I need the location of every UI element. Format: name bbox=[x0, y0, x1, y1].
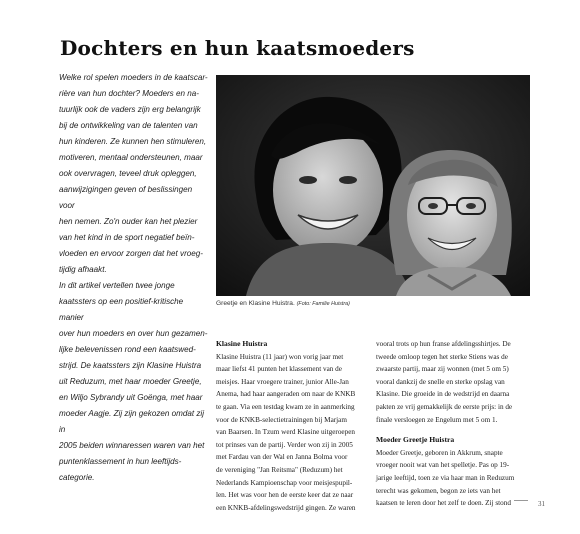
text-line: jarige leeftijd, toen ze via haar man in Reduzum bbox=[376, 473, 515, 482]
section-body-greetje bbox=[376, 447, 524, 510]
intro-line: vloeden en ervoor zorgen dat het vroeg- bbox=[59, 249, 203, 258]
article-column-right bbox=[376, 338, 524, 510]
text-line: len. Het was voor hen de eerste keer dat ze naar bbox=[216, 491, 354, 500]
section-body-klasine bbox=[216, 351, 364, 515]
text-line: tweede omloop tegen het sterke Stiens was de bbox=[376, 352, 508, 361]
text-line: met Fardau van der Wal en Janna Bolma voor bbox=[216, 453, 348, 462]
intro-text bbox=[59, 70, 209, 486]
page-number: 31 bbox=[538, 500, 545, 508]
text-line: te gaan. Via een testdag kwam ze in aanmerking bbox=[216, 402, 355, 411]
intro-line: puntenklassement in hun leeftijds- bbox=[59, 457, 182, 466]
text-line: voor de KNKB-selectietrainingen bij Marjam bbox=[216, 415, 347, 424]
intro-line: bij de ontwikkeling van de talenten van bbox=[59, 121, 198, 130]
text-line: Klasine Huistra (11 jaar) won vorig jaar met bbox=[216, 352, 344, 361]
intro-line: over hun moeders en over hun gezamen- bbox=[59, 329, 208, 338]
text-line: Nederlands Kampioenschap voor meisjespupil- bbox=[216, 478, 353, 487]
text-line: kaatsen te leren door het zelf te doen. Zij stond bbox=[376, 499, 511, 508]
text-line: pakten ze vrij gemakkelijk de eerste prijs: in de bbox=[376, 402, 513, 411]
intro-line: rière van hun dochter? Moeders en na- bbox=[59, 89, 199, 98]
photo-caption bbox=[216, 300, 536, 307]
intro-line: tijdig afhaakt. bbox=[59, 265, 107, 274]
photo-illustration bbox=[216, 75, 530, 296]
text-line: tot prinses van de partij. Verder won zij in 2005 bbox=[216, 440, 353, 449]
intro-line: tuurlijk ook de vaders zijn erg belangrijk bbox=[59, 105, 201, 114]
intro-line: 2005 beiden winnaressen waren van het bbox=[59, 441, 205, 450]
section-heading-greetje: Moeder Greetje Huistra bbox=[376, 435, 455, 445]
article-column-left bbox=[216, 338, 364, 514]
text-line: de vereniging "Jan Reitsma" (Reduzum) het bbox=[216, 465, 343, 474]
intro-line: Welke rol spelen moeders in de kaatscar- bbox=[59, 73, 208, 82]
text-line: terecht was gekomen, begon ze iets van het bbox=[376, 486, 501, 495]
text-line: een KNKB-afdelingswedstrijd gingen. Ze waren bbox=[216, 503, 356, 512]
intro-line: lijke belevenissen rond een kaatswed- bbox=[59, 345, 196, 354]
page-title: Dochters en hun kaatsmoeders bbox=[60, 36, 415, 60]
text-line: meisjes. Haar vroegere trainer, junior Alle-Jan bbox=[216, 377, 349, 386]
text-line: van Baarsen. In Tzum werd Klasine uitgeroepen bbox=[216, 428, 355, 437]
intro-line: uit Reduzum, met haar moeder Greetje, bbox=[59, 377, 202, 386]
intro-line: ook overvragen, teveel druk opleggen, bbox=[59, 169, 197, 178]
photo bbox=[216, 75, 530, 296]
intro-line: en Wiljo Sybrandy uit Goënga, met haar bbox=[59, 393, 203, 402]
intro-line: hen nemen. Zo'n ouder kan het plezier bbox=[59, 217, 198, 226]
text-line: vooral trots op hun franse afdelingsshirtjes. De bbox=[376, 340, 511, 348]
text-line: vroeger nooit wat van het spelletje. Pas op 19- bbox=[376, 461, 510, 470]
intro-line: hun kinderen. Ze kunnen hen stimuleren, bbox=[59, 137, 207, 146]
footer-rule bbox=[514, 500, 528, 501]
intro-line: motiveren, mentaal ondersteunen, maar bbox=[59, 153, 203, 162]
intro-line: categorie. bbox=[59, 473, 95, 482]
text-line: Anema, had haar aangeraden om naar de KNKB bbox=[216, 390, 356, 399]
intro-line: moeder Aagje. Zij zijn gekozen omdat zij in bbox=[59, 409, 205, 434]
intro-line: kaatssters op een positief-kritische manier bbox=[59, 297, 184, 322]
caption-text: Greetje en Klasine Huistra. bbox=[216, 300, 295, 307]
text-line: maar liefst 41 punten het klassement van de bbox=[216, 365, 342, 374]
text-line: zwaarste partij, maar zij wonnen (met 5 om 5) bbox=[376, 365, 509, 374]
photo-credit: (Foto: Familie Huistra) bbox=[296, 301, 350, 307]
text-line: vooral dankzij de snelle en sterke opslag van bbox=[376, 377, 505, 386]
text-line: Klasine. Die groeide in de wedstrijd en daarna bbox=[376, 390, 510, 399]
intro-line: van het kind in de sport negatief beïn- bbox=[59, 233, 195, 242]
text-line: Moeder Greetje, geboren in Akkrum, snapte bbox=[376, 448, 503, 457]
section-heading-klasine: Klasine Huistra bbox=[216, 339, 268, 348]
text-line: finale versloegen ze Engelum met 5 om 1. bbox=[376, 415, 498, 424]
intro-line: In dit artikel vertellen twee jonge bbox=[59, 281, 175, 290]
section-body-klasine-continued bbox=[376, 338, 524, 426]
intro-line: aanwijzigingen geven of beslissingen voor bbox=[59, 185, 193, 210]
intro-line: strijd. De kaatssters zijn Klasine Huistra bbox=[59, 361, 202, 370]
